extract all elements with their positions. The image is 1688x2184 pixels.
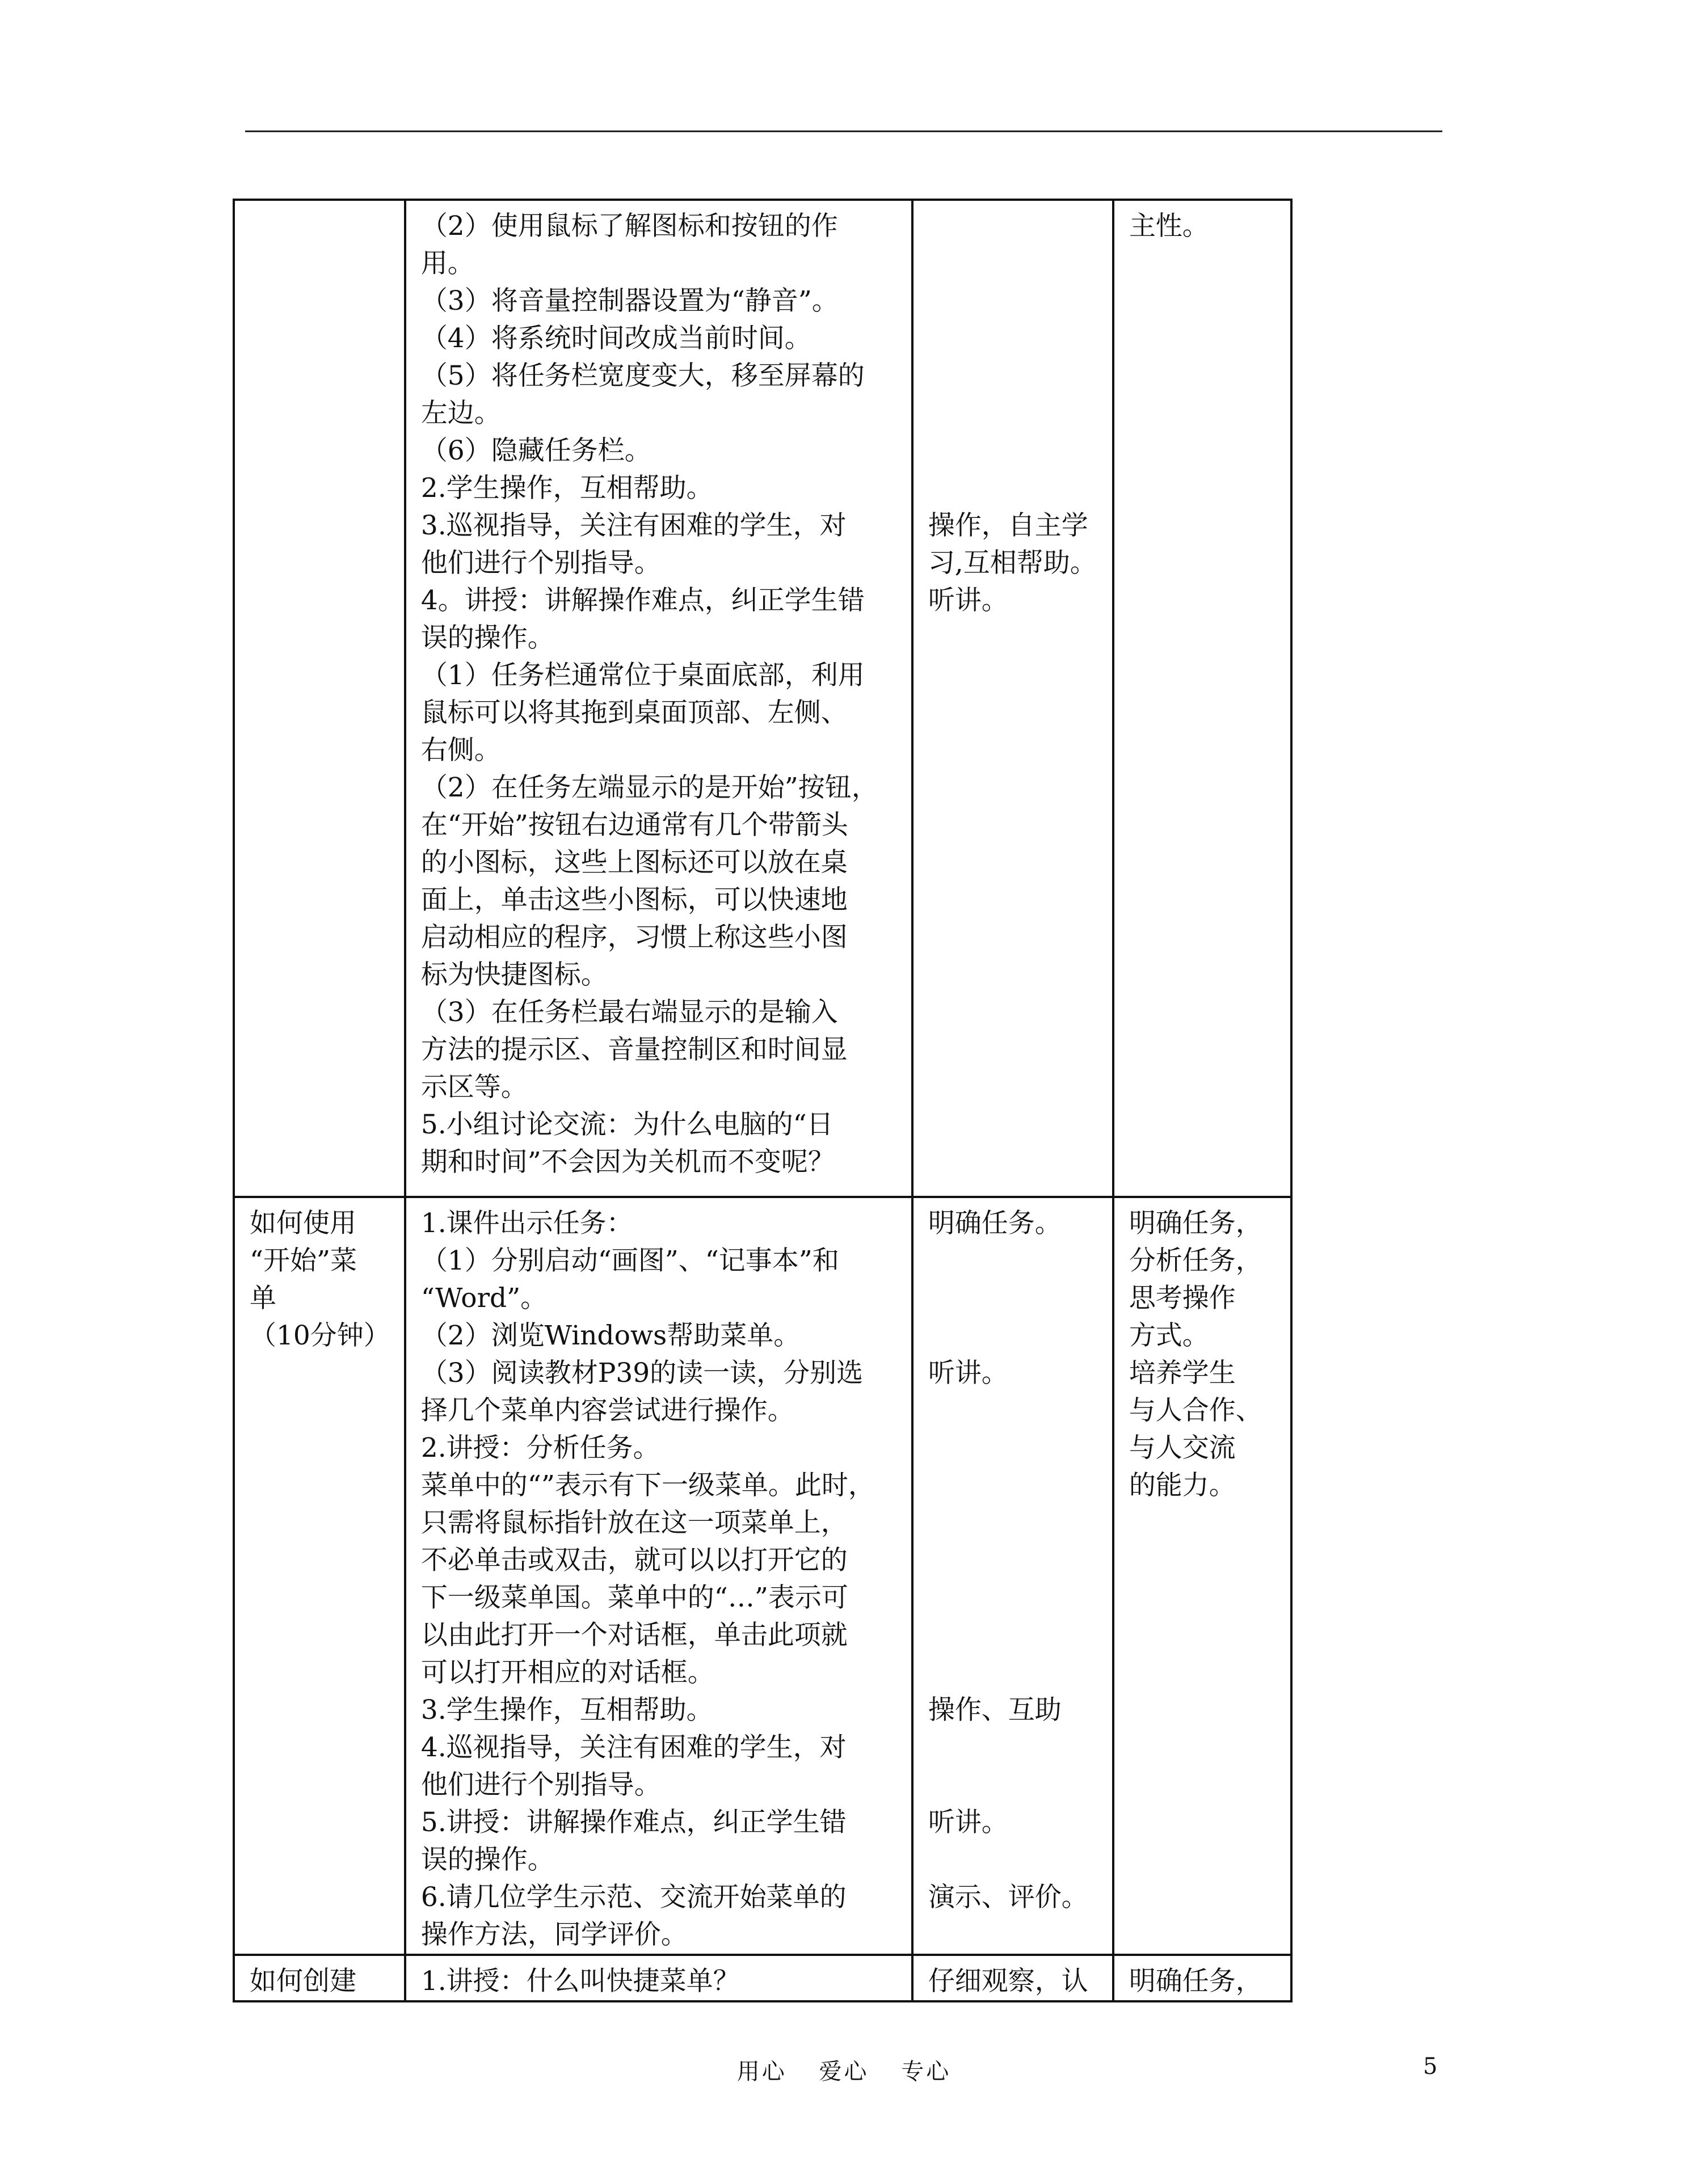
content-cell bbox=[405, 1955, 912, 2001]
lesson-plan-table bbox=[233, 199, 1293, 2002]
text-line: 6.请几位学生示范、交流开始菜单的 bbox=[420, 1882, 847, 1913]
text-line: （3）将音量控制器设置为“静音”。 bbox=[420, 285, 839, 317]
text-line: 方式。 bbox=[1129, 1320, 1209, 1351]
text-line: 听讲。 bbox=[928, 1357, 1008, 1389]
text-line: 培养学生 bbox=[1129, 1357, 1236, 1389]
text-line: 明确任务， bbox=[1129, 1966, 1262, 1997]
text-line: （1）任务栏通常位于桌面底部，利用 bbox=[420, 660, 865, 691]
text-line: （10分钟） bbox=[250, 1320, 390, 1351]
text-line: 误的操作。 bbox=[420, 622, 554, 653]
content-cell bbox=[405, 1197, 912, 1955]
page-number: 5 bbox=[1423, 2054, 1438, 2080]
text-line: “Word”。 bbox=[420, 1283, 548, 1314]
text-line: 他们进行个别指导。 bbox=[420, 1769, 661, 1801]
topic-cell bbox=[234, 200, 405, 1197]
text-line: 1.讲授：什么叫快捷菜单？ bbox=[420, 1966, 740, 1997]
text-line: （2）使用鼠标了解图标和按钮的作 bbox=[420, 210, 838, 242]
text-line: （6）隐藏任务栏。 bbox=[420, 435, 651, 466]
text-line: 2.学生操作，互相帮助。 bbox=[420, 473, 713, 504]
design-intent-cell bbox=[1113, 1197, 1291, 1955]
text-line: “开始”菜 bbox=[250, 1245, 357, 1276]
text-line: 操作、互助 bbox=[928, 1694, 1062, 1726]
text-line: 演示、评价。 bbox=[928, 1882, 1088, 1913]
text-line: 不必单击或双击，就可以以打开它的 bbox=[420, 1545, 848, 1576]
text-line: 2.讲授：分析任务。 bbox=[420, 1432, 660, 1464]
blank-line bbox=[928, 1392, 1098, 1430]
text-line: （2）浏览Windows帮助菜单。 bbox=[420, 1320, 801, 1351]
text-line: 仔细观察，认 bbox=[928, 1966, 1088, 1997]
text-line: 标为快捷图标。 bbox=[420, 959, 608, 990]
text-line: （4）将系统时间改成当前时间。 bbox=[420, 323, 811, 354]
text-line: 明确任务。 bbox=[928, 1208, 1062, 1239]
text-line: 启动相应的程序，习惯上称这些小图 bbox=[420, 922, 848, 953]
blank-line bbox=[928, 1654, 1098, 1692]
text-line: 示区等。 bbox=[420, 1072, 528, 1103]
student-activity-cell bbox=[912, 1197, 1113, 1955]
text-line: 面上，单击这些小图标，可以快速地 bbox=[420, 884, 848, 916]
text-line: 择几个菜单内容尝试进行操作。 bbox=[420, 1395, 794, 1426]
text-line: 4.巡视指导，关注有困难的学生，对 bbox=[420, 1732, 847, 1763]
blank-line bbox=[928, 1504, 1098, 1542]
text-line: 方法的提示区、音量控制区和时间显 bbox=[420, 1034, 848, 1065]
content-cell bbox=[405, 200, 912, 1197]
blank-line bbox=[928, 1280, 1098, 1317]
text-line: 如何创建 bbox=[250, 1966, 356, 1997]
blank-line bbox=[928, 208, 1098, 245]
blank-line bbox=[928, 283, 1098, 320]
table-row bbox=[234, 1197, 1291, 1955]
text-line: （2）在任务左端显示的是开始”按钮， bbox=[420, 772, 878, 803]
blank-line bbox=[928, 1579, 1098, 1617]
footer-text: 用心 爱心 专心 bbox=[736, 2059, 952, 2085]
text-line: 1.课件出示任务： bbox=[420, 1208, 633, 1239]
text-line: 听讲。 bbox=[928, 585, 1008, 616]
text-line: 可以打开相应的对话框。 bbox=[420, 1657, 714, 1688]
text-line: 的能力。 bbox=[1129, 1470, 1236, 1501]
blank-line bbox=[928, 470, 1098, 507]
blank-line bbox=[928, 1617, 1098, 1654]
blank-line bbox=[928, 1317, 1098, 1355]
text-line: 5.讲授：讲解操作难点，纠正学生错 bbox=[420, 1807, 847, 1838]
blank-line bbox=[928, 1766, 1098, 1804]
text-line: 菜单中的“”表示有下一级菜单。此时， bbox=[420, 1470, 875, 1501]
blank-line bbox=[928, 1242, 1098, 1280]
blank-line bbox=[928, 320, 1098, 357]
topic-cell bbox=[234, 1197, 405, 1955]
text-line: （5）将任务栏宽度变大，移至屏幕的 bbox=[420, 360, 865, 391]
text-line: 操作方法，同学评价。 bbox=[420, 1919, 688, 1950]
text-line: （1）分别启动“画图”、“记事本”和 bbox=[420, 1245, 839, 1276]
blank-line bbox=[928, 1430, 1098, 1467]
text-line: 操作，自主学 bbox=[928, 510, 1088, 541]
blank-line bbox=[928, 432, 1098, 470]
topic-cell bbox=[234, 1955, 405, 2001]
student-activity-cell bbox=[912, 1955, 1113, 2001]
design-intent-cell bbox=[1113, 1955, 1291, 2001]
table-row bbox=[234, 1955, 1291, 2001]
text-line: 左边。 bbox=[420, 398, 501, 429]
blank-line bbox=[928, 357, 1098, 395]
design-intent-cell bbox=[1113, 200, 1291, 1197]
text-line: 习,互相帮助。 bbox=[928, 547, 1097, 579]
blank-line bbox=[928, 1841, 1098, 1879]
text-line: 期和时间”不会因为关机而不变呢？ bbox=[420, 1146, 835, 1178]
text-line: 明确任务， bbox=[1129, 1208, 1262, 1239]
text-line: 只需将鼠标指针放在这一项菜单上， bbox=[420, 1507, 848, 1538]
text-line: 4。讲授：讲解操作难点，纠正学生错 bbox=[420, 585, 865, 616]
text-line: 思考操作 bbox=[1129, 1283, 1236, 1314]
text-line: 的小图标，这些上图标还可以放在桌 bbox=[420, 847, 848, 878]
text-line: 与人交流 bbox=[1129, 1432, 1236, 1464]
blank-line bbox=[928, 1467, 1098, 1504]
text-line: 他们进行个别指导。 bbox=[420, 547, 661, 579]
text-line: 主性。 bbox=[1129, 210, 1209, 242]
text-line: 在“开始”按钮右边通常有几个带箭头 bbox=[420, 809, 848, 841]
text-line: 鼠标可以将其拖到桌面顶部、左侧、 bbox=[420, 697, 848, 728]
table-row bbox=[234, 200, 1291, 1197]
student-activity-cell bbox=[912, 200, 1113, 1197]
header-rule bbox=[245, 130, 1442, 132]
text-line: 单 bbox=[250, 1283, 276, 1314]
text-line: 下一级菜单国。菜单中的“…”表示可 bbox=[420, 1582, 848, 1613]
text-line: 如何使用 bbox=[250, 1208, 356, 1239]
text-line: 3.学生操作，互相帮助。 bbox=[420, 1694, 713, 1726]
text-line: 右侧。 bbox=[420, 735, 501, 766]
blank-line bbox=[928, 1542, 1098, 1579]
text-line: 分析任务， bbox=[1129, 1245, 1262, 1276]
blank-line bbox=[928, 245, 1098, 283]
blank-line bbox=[928, 1729, 1098, 1766]
text-line: （3）在任务栏最右端显示的是输入 bbox=[420, 997, 838, 1028]
text-line: 用。 bbox=[420, 248, 474, 279]
text-line: 3.巡视指导，关注有困难的学生，对 bbox=[420, 510, 847, 541]
text-line: 以由此打开一个对话框，单击此项就 bbox=[420, 1620, 848, 1651]
text-line: 误的操作。 bbox=[420, 1844, 554, 1875]
blank-line bbox=[928, 395, 1098, 432]
text-line: （3）阅读教材P39的读一读，分别选 bbox=[420, 1357, 864, 1389]
text-line: 与人合作、 bbox=[1129, 1395, 1262, 1426]
text-line: 听讲。 bbox=[928, 1807, 1008, 1838]
text-line: 5.小组讨论交流：为什么电脑的“日 bbox=[420, 1109, 834, 1140]
